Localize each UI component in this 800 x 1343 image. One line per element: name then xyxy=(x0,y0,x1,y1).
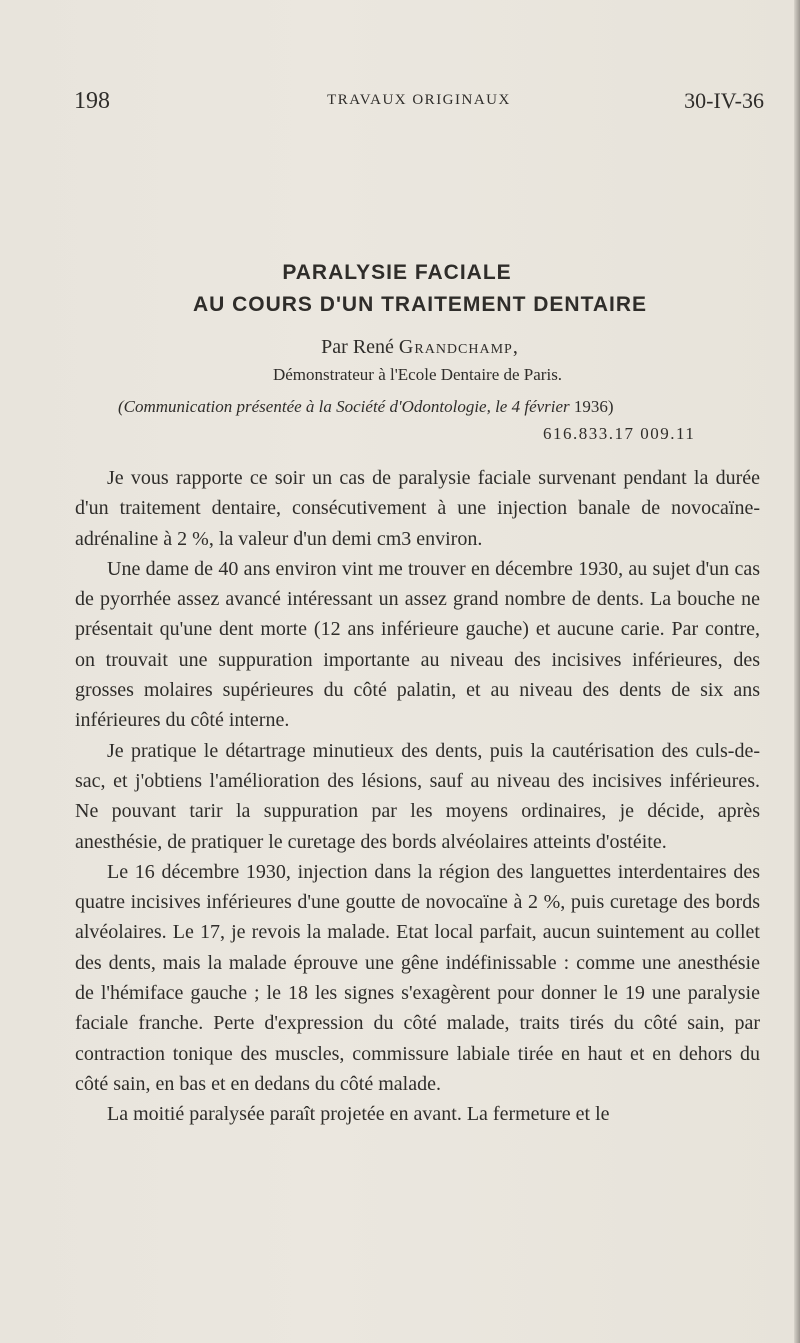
article-title-line-2: AU COURS D'UN TRAITEMENT DENTAIRE xyxy=(192,293,648,316)
author-role: Démonstrateur à l'Ecole Dentaire de Paris. xyxy=(272,365,563,384)
classification-code: 616.833.17 009.11 xyxy=(543,424,696,443)
body-paragraph: Je vous rapporte ce soir un cas de paralysie faciale survenant pendant la durée d'un traitement dentaire, consécutivement à une injection banale de novocaïne-adrénaline à 2 %, la valeur d'un demi cm3 environ. xyxy=(75,467,760,550)
page-edge-shadow xyxy=(794,0,800,1343)
body-paragraph: La moitié paralysée paraît projetée en avant. La fermeture et le xyxy=(107,1103,610,1126)
issue-date: 30-IV-36 xyxy=(684,88,764,113)
author-surname: Grandchamp, xyxy=(398,336,519,358)
article-title-line-1: PARALYSIE FACIALE xyxy=(282,261,512,284)
byline xyxy=(0,336,800,359)
body-paragraph: Le 16 décembre 1930, injection dans la région des languettes interdentaires des quatre incisives inférieures d'une goutte de novocaïne à 2 %, puis curetage des bords alvéolaires. Le 17, je revois la malade. Etat local parfait, aucun suintement au collet des dents, mais la malade éprouve une gêne indéfinissable : comme une anesthésie de l'hémiface gauche ; le 18 les signes s'exagèrent pour donner le 19 une paralysie faciale franche. Perte d'expression du côté malade, traits tirés du côté sain, par contraction tonique des muscles, commissure labiale tirée en haut et en dehors du côté sain, en bas et en dedans du côté malade. xyxy=(75,860,760,1095)
communication-text: (Communication présentée à la Société d'Odontologie, le 4 février xyxy=(118,397,574,416)
communication-year: 1936) xyxy=(573,397,614,416)
body-paragraph: Une dame de 40 ans environ vint me trouver en décembre 1930, au sujet d'un cas de pyorrhée assez avancé intéressant un assez grand nombre de dents. La bouche ne présentait qu'une dent morte (12 ans inférieure gauche) et aucune carie. Par contre, on trouvait une suppuration importante au niveau des incisives inférieures, des grosses molaires supérieures du côté palatin, et au niveau des dents de six ans inférieures du côté interne. xyxy=(75,557,760,732)
body-paragraph: Je pratique le détartrage minutieux des dents, puis la cautérisation des culs-de-sac, et j'obtiens l'amélioration des lésions, sauf au niveau des incisives inférieures. Ne pouvant tarir la suppuration par les moyens ordinaires, je décide, après anesthésie, de pratiquer le curetage des bords alvéolaires atteints d'ostéite. xyxy=(75,739,760,853)
running-header xyxy=(74,88,764,118)
communication-note xyxy=(118,397,738,417)
running-title: TRAVAUX ORIGINAUX xyxy=(327,92,511,108)
page-number: 198 xyxy=(74,88,110,114)
byline-prefix: Par René xyxy=(321,336,394,358)
article-body xyxy=(75,463,760,1130)
